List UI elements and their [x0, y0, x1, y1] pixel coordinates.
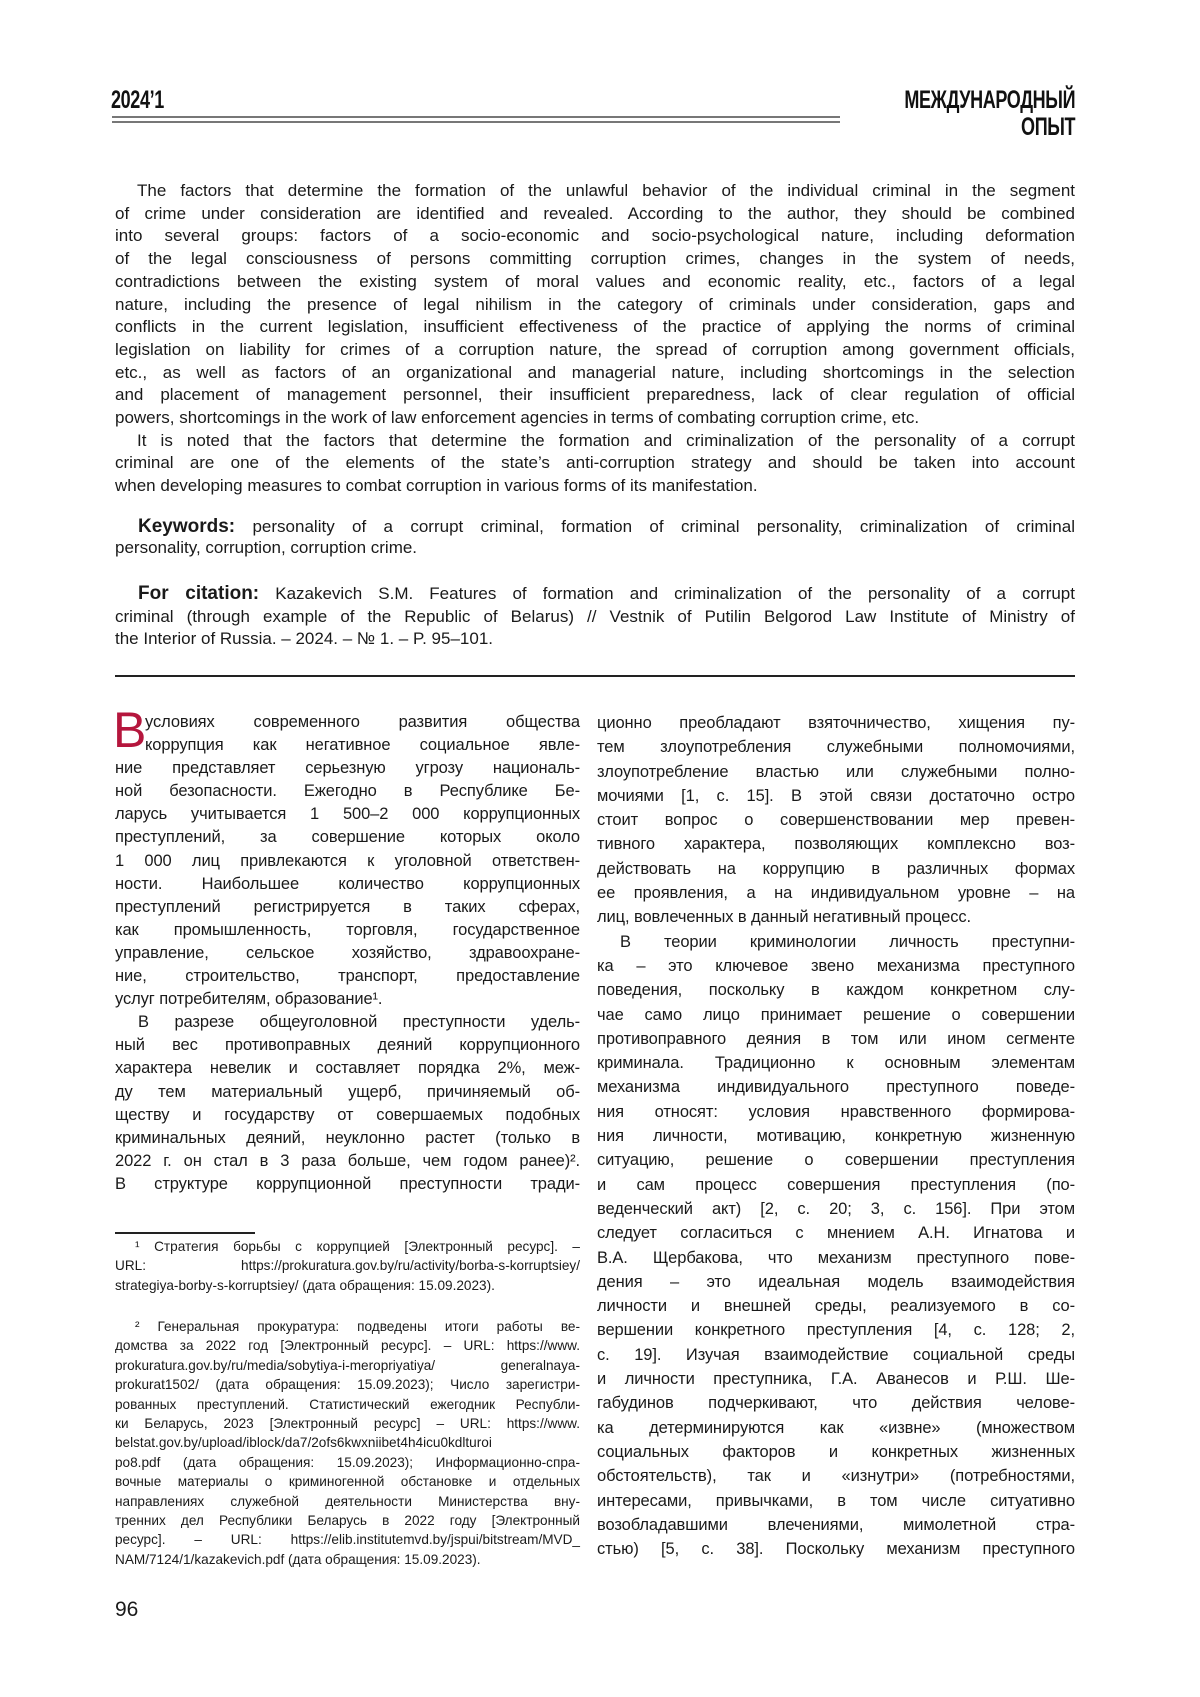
footnote-line: po8.pdf (дата обращения: 15.09.2023); Информационно-спра- — [115, 1453, 580, 1472]
section-title-line1: МЕЖДУНАРОДНЫЙ — [904, 86, 1075, 115]
body-text-line: ние, строительство, транспорт, предоставление — [115, 965, 580, 988]
abstract-line: of the legal consciousness of persons committing corruption crimes, changes in the system of needs, — [115, 248, 1075, 271]
body-text-line: социальных факторов и конкретных жизненных — [597, 1440, 1075, 1464]
body-text-line: ния личности, мотивацию, конкретную жизненную — [597, 1124, 1075, 1148]
body-text-line: услуг потребителям, образование¹. — [115, 988, 580, 1011]
body-text-line: и сам процесс совершения преступления (по- — [597, 1173, 1075, 1197]
body-text-line: характера невелик и составляет порядка 2%, меж- — [115, 1057, 580, 1080]
footnote-1 — [115, 1237, 580, 1295]
body-text-line: ности. Наибольшее количество коррупционных — [115, 873, 580, 896]
keywords-text: personality of a corrupt criminal, formation of criminal personality, criminalization of criminal — [235, 517, 1075, 536]
footnote-line: вочные материалы о криминогенной обстановке и отдельных — [115, 1472, 580, 1491]
header-rule-bottom — [112, 121, 840, 123]
footnote-line: направлениях служебной деятельности Министерства вну- — [115, 1492, 580, 1511]
page-number: 96 — [115, 1598, 138, 1622]
body-text-line: ка – это ключевое звено механизма преступного — [597, 954, 1075, 978]
body-text-line: управление, сельское хозяйство, здравоохране- — [115, 942, 580, 965]
abstract-line: and placement of management personnel, their insufficient preparedness, lack of clear regulation of official — [115, 384, 1075, 407]
body-text-line: поведения, поскольку в каждом конкретном слу- — [597, 978, 1075, 1002]
footnote-line: prokurat1502/ (дата обращения: 15.09.2023); Число зарегистри- — [115, 1375, 580, 1394]
body-text-line: действовать на коррупцию в различных формах — [597, 857, 1075, 881]
footnote-line: ресурс]. – URL: https://elib.institutemvd.by/jspui/bitstream/MVD_ — [115, 1530, 580, 1549]
footnote-separator — [115, 1232, 255, 1234]
abstract-line: into several groups: factors of a socio-economic and socio-psychological nature, including deformation — [115, 225, 1075, 248]
body-text-line: стью) [5, с. 38]. Поскольку механизм преступного — [597, 1537, 1075, 1561]
body-text-line: криминальных деяний, неуклонно растет (только в — [115, 1127, 580, 1150]
body-text-line: личности и внешней среды, реализуемого в со- — [597, 1294, 1075, 1318]
body-text-line: В теории криминологии личность преступни- — [597, 930, 1075, 954]
footnote-line: ки Беларусь, 2023 [Электронный ресурс] – URL: https://www. — [115, 1414, 580, 1433]
header-rule-top — [112, 116, 840, 118]
body-text-line: возобладавшими влечениями, мимолетной стра- — [597, 1513, 1075, 1537]
body-text-line: В структуре коррупционной преступности тради- — [115, 1173, 580, 1196]
body-text-line: веденческий акт) [2, с. 20; 3, с. 156]. При этом — [597, 1197, 1075, 1221]
citation-label: For citation: — [138, 583, 259, 604]
body-text-line: ный вес противоправных деяний коррупционного — [115, 1034, 580, 1057]
abstract-line: It is noted that the factors that determine the formation and criminalization of the personality of a corrupt — [115, 430, 1075, 453]
footnote-line: strategiya-borby-s-korruptsiey/ (дата обращения: 15.09.2023). — [115, 1276, 580, 1295]
citation-line — [115, 583, 1075, 606]
body-text-line: мочиями [1, с. 15]. В этой связи достаточно остро — [597, 784, 1075, 808]
drop-cap: В — [113, 705, 146, 755]
body-text-line: злоупотребление властью или служебными полно- — [597, 760, 1075, 784]
citation-line: criminal (through example of the Republic of Belarus) // Vestnik of Putilin Belgorod Law Institute of Ministry of — [115, 606, 1075, 629]
body-text-line: обстоятельств), так и «изнутри» (потребностями, — [597, 1464, 1075, 1488]
body-text-line: ществу и государству от совершаемых подобных — [115, 1104, 580, 1127]
body-text-line: ния относят: условия нравственного формирова- — [597, 1100, 1075, 1124]
body-column-left — [115, 711, 580, 1196]
body-text-line: следует согласиться с мнением А.Н. Игнатова и — [597, 1221, 1075, 1245]
body-text-line: преступлений регистрируется в таких сферах, — [115, 896, 580, 919]
body-text-line: интересами, привычками, в том числе ситуативно — [597, 1489, 1075, 1513]
body-text-line: ка детерминируются как «извне» (множеством — [597, 1416, 1075, 1440]
body-text-line: ционно преобладают взяточничество, хищения пу- — [597, 711, 1075, 735]
citation-line: the Interior of Russia. – 2024. – № 1. – P. 95–101. — [115, 628, 1075, 651]
body-text-line: В.А. Щербакова, что механизм преступного пове- — [597, 1246, 1075, 1270]
body-text-line: противоправного деяния в том или ином сегменте — [597, 1027, 1075, 1051]
body-text-line: дения – это идеальная модель взаимодействия — [597, 1270, 1075, 1294]
keywords-label: Keywords: — [138, 516, 235, 537]
body-text-line: коррупция как негативное социальное явле- — [115, 734, 580, 757]
abstract-line: contradictions between the existing system of moral values and economic reality, etc., factors of a legal — [115, 271, 1075, 294]
section-divider — [115, 675, 1075, 677]
abstract-line: conflicts in the current legislation, insufficient effectiveness of the practice of applying the norms of criminal — [115, 316, 1075, 339]
body-text-line: как промышленность, торговля, государственное — [115, 919, 580, 942]
body-text-line: чае само лицо принимает решение о совершении — [597, 1003, 1075, 1027]
footnote-line: NAM/7124/1/kazakevich.pdf (дата обращения: 15.09.2023). — [115, 1550, 580, 1569]
footnote-line: рованных преступлений. Статистический ежегодник Республи- — [115, 1395, 580, 1414]
keywords-line — [115, 516, 1075, 537]
footnote-line: ² Генеральная прокуратура: подведены итоги работы ве- — [115, 1317, 580, 1336]
abstract-line: when developing measures to combat corruption in various forms of its manifestation. — [115, 475, 1075, 498]
body-text-line: механизма индивидуального преступного поведе- — [597, 1075, 1075, 1099]
journal-issue: 2024’1 — [111, 86, 164, 115]
body-text-line: криминала. Традиционно к основным элементам — [597, 1051, 1075, 1075]
abstract-line: The factors that determine the formation of the unlawful behavior of the individual criminal in the segment — [115, 180, 1075, 203]
body-text-line: габудинов подчеркивают, что действия челове- — [597, 1391, 1075, 1415]
body-text-line: преступлений, за совершение которых около — [115, 826, 580, 849]
body-text-line: тем злоупотребления служебными полномочиями, — [597, 735, 1075, 759]
body-text-line: условиях современного развития общества — [115, 711, 580, 734]
abstract-line: of crime under consideration are identified and revealed. According to the author, they should be combined — [115, 203, 1075, 226]
footnote-line: URL: https://prokuratura.gov.by/ru/activity/borba-s-korruptsiey/ — [115, 1256, 580, 1275]
keywords-line: personality, corruption, corruption crime. — [115, 537, 1075, 558]
abstract-line: criminal are one of the elements of the state’s anti-corruption strategy and should be taken into account — [115, 452, 1075, 475]
abstract-line: powers, shortcomings in the work of law enforcement agencies in terms of combating corruption crime, etc. — [115, 407, 1075, 430]
body-column-right — [597, 711, 1075, 1561]
body-text-line: В разрезе общеуголовной преступности удель- — [115, 1011, 580, 1034]
body-text-line: лиц, вовлеченных в данный негативный процесс. — [597, 905, 1075, 929]
body-text-line: вершении конкретного преступления [4, с. 128; 2, — [597, 1318, 1075, 1342]
body-text-line: ларусь учитывается 1 500–2 000 коррупционных — [115, 803, 580, 826]
body-text-line: ее проявления, а на индивидуальном уровне – на — [597, 881, 1075, 905]
footnote-line: belstat.gov.by/upload/iblock/da7/2ofs6kwxniibet4h4icu0kdlturoi — [115, 1433, 580, 1452]
citation-text: Kazakevich S.M. Features of formation and criminalization of the personality of a corrupt — [259, 584, 1075, 603]
body-text-line: 1 000 лиц привлекаются к уголовной ответствен- — [115, 850, 580, 873]
abstract-line: etc., as well as factors of an organizational and managerial nature, including shortcomings in the selection — [115, 362, 1075, 385]
body-text-line: ние представляет серьезную угрозу националь- — [115, 757, 580, 780]
citation — [115, 583, 1075, 651]
body-text-line: ситуацию, решение о совершении преступления — [597, 1148, 1075, 1172]
footnote-line: домства за 2022 год [Электронный ресурс]. – URL: https://www. — [115, 1336, 580, 1355]
footnote-line: prokuratura.gov.by/ru/media/sobytiya-i-meropriyatiya/ generalnaya- — [115, 1356, 580, 1375]
body-text-line: ной безопасности. Ежегодно в Республике Бе- — [115, 780, 580, 803]
footnote-line: тренних дел Республики Беларусь в 2022 году [Электронный — [115, 1511, 580, 1530]
body-text-line: с. 19]. Изучая взаимодействие социальной среды — [597, 1343, 1075, 1367]
keywords — [115, 516, 1075, 558]
abstract-line: nature, including the presence of legal nihilism in the category of criminals under consideration, gaps and — [115, 294, 1075, 317]
footnote-line: ¹ Стратегия борьбы с коррупцией [Электронный ресурс]. – — [115, 1237, 580, 1256]
footnote-2 — [115, 1317, 580, 1569]
body-text-line: ду тем материальный ущерб, причиняемый об- — [115, 1081, 580, 1104]
abstract — [115, 180, 1075, 498]
body-text-line: 2022 г. он стал в 3 раза больше, чем годом ранее)². — [115, 1150, 580, 1173]
body-text-line: стоит вопрос о совершенствовании мер превен- — [597, 808, 1075, 832]
body-text-line: и личности преступника, Г.А. Аванесов и Р.Ш. Ше- — [597, 1367, 1075, 1391]
body-text-line: тивного характера, позволяющих комплексно воз- — [597, 832, 1075, 856]
abstract-line: legislation on liability for crimes of a corruption nature, the spread of corruption among government officials, — [115, 339, 1075, 362]
section-title-line2: ОПЫТ — [1021, 113, 1075, 142]
